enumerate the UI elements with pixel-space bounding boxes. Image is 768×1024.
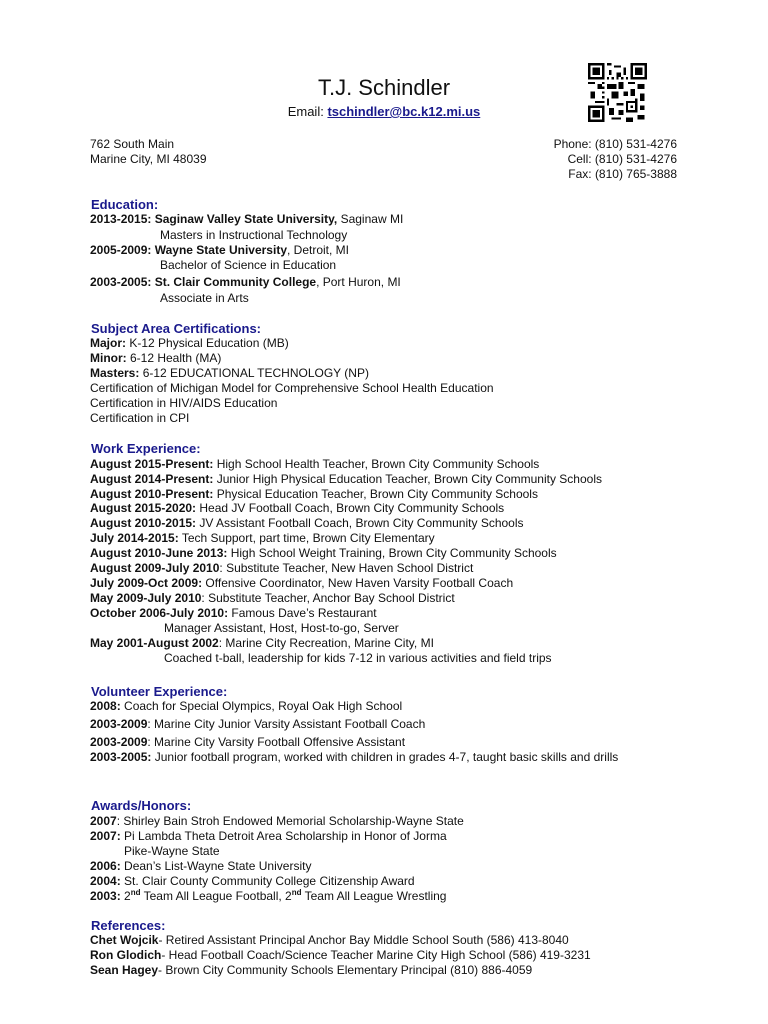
address-line-2: Marine City, MI 48039 — [90, 152, 207, 166]
volunteer-entry: 2003-2005: Junior football program, worked with children in grades 4-7, taught basic skills and drills — [90, 750, 619, 764]
education-heading: Education: — [91, 197, 159, 212]
education-detail: Associate in Arts — [160, 291, 249, 305]
education-entry: 2005-2009: Wayne State University, Detroit, MI — [90, 243, 350, 257]
work-detail: Coached t-ball, leadership for kids 7-12 in various activities and field trips — [164, 651, 552, 665]
award-entry: 2003: 2nd Team All League Football, 2nd Team All League Wrestling — [90, 888, 447, 903]
education-detail: Masters in Instructional Technology — [160, 228, 348, 242]
volunteer-heading: Volunteer Experience: — [91, 684, 228, 699]
award-entry: 2006: Dean’s List-Wayne State University — [90, 859, 312, 873]
cert-item: Certification of Michigan Model for Comprehensive School Health Education — [90, 381, 494, 395]
award-entry: 2007: Shirley Bain Stroh Endowed Memorial Scholarship-Wayne State — [90, 814, 464, 828]
work-entry: August 2009-July 2010: Substitute Teacher, New Haven School District — [90, 561, 474, 575]
work-entry: August 2010-2015: JV Assistant Football Coach, Brown City Community Schools — [90, 516, 524, 530]
reference-entry: Chet Wojcik- Retired Assistant Principal Anchor Bay Middle School South (586) 413-8040 — [90, 933, 569, 947]
awards-heading: Awards/Honors: — [91, 798, 192, 813]
volunteer-entry: 2003-2009: Marine City Varsity Football Offensive Assistant — [90, 735, 406, 749]
education-entry: 2013-2015: Saginaw Valley State University, Saginaw MI — [90, 212, 404, 226]
cert-item: Certification in CPI — [90, 411, 190, 425]
email-link[interactable]: tschindler@bc.k12.mi.us — [327, 104, 481, 119]
work-entry: May 2009-July 2010: Substitute Teacher, Anchor Bay School District — [90, 591, 455, 605]
reference-entry: Ron Glodich- Head Football Coach/Science Teacher Marine City High School (586) 419-3231 — [90, 948, 591, 962]
work-entry: October 2006-July 2010: Famous Dave’s Restaurant — [90, 606, 377, 620]
qr-code-icon — [588, 63, 647, 122]
work-entry: August 2014-Present: Junior High Physical Education Teacher, Brown City Community Schools — [90, 472, 602, 486]
award-entry: 2004: St. Clair County Community College Citizenship Award — [90, 874, 415, 888]
work-entry: July 2014-2015: Tech Support, part time, Brown City Elementary — [90, 531, 435, 545]
work-entry: August 2015-Present: High School Health Teacher, Brown City Community Schools — [90, 457, 540, 471]
volunteer-entry: 2008: Coach for Special Olympics, Royal Oak High School — [90, 699, 403, 713]
email-line — [0, 104, 768, 119]
phone-number: Phone: (810) 531-4276 — [553, 137, 677, 151]
volunteer-entry: 2003-2009: Marine City Junior Varsity Assistant Football Coach — [90, 717, 426, 731]
work-entry: August 2010-June 2013: High School Weight Training, Brown City Community Schools — [90, 546, 557, 560]
address-line-1: 762 South Main — [90, 137, 175, 151]
cell-number: Cell: (810) 531-4276 — [567, 152, 677, 166]
education-detail: Bachelor of Science in Education — [160, 258, 337, 272]
cert-major: Major: K-12 Physical Education (MB) — [90, 336, 289, 350]
email-label: Email: — [287, 104, 328, 119]
work-detail: Manager Assistant, Host, Host-to-go, Server — [164, 621, 399, 635]
address-block — [90, 137, 207, 167]
references-heading: References: — [91, 918, 166, 933]
award-continuation: Pike-Wayne State — [124, 844, 220, 858]
cert-masters: Masters: 6-12 EDUCATIONAL TECHNOLOGY (NP) — [90, 366, 369, 380]
fax-number: Fax: (810) 765-3888 — [568, 167, 677, 181]
reference-entry: Sean Hagey- Brown City Community Schools Elementary Principal (810) 886-4059 — [90, 963, 533, 977]
certifications-heading: Subject Area Certifications: — [91, 321, 262, 336]
cert-item: Certification in HIV/AIDS Education — [90, 396, 278, 410]
work-entry: August 2010-Present: Physical Education Teacher, Brown City Community Schools — [90, 487, 538, 501]
work-entry: May 2001-August 2002: Marine City Recreation, Marine City, MI — [90, 636, 434, 650]
resume-name: T.J. Schindler — [317, 75, 451, 100]
cert-minor: Minor: 6-12 Health (MA) — [90, 351, 222, 365]
award-entry: 2007: Pi Lambda Theta Detroit Area Scholarship in Honor of Jorma — [90, 829, 447, 843]
work-entry: August 2015-2020: Head JV Football Coach, Brown City Community Schools — [90, 501, 505, 515]
phone-block — [554, 137, 677, 182]
work-heading: Work Experience: — [91, 441, 201, 456]
work-entry: July 2009-Oct 2009: Offensive Coordinator, New Haven Varsity Football Coach — [90, 576, 514, 590]
education-entry: 2003-2005: St. Clair Community College, Port Huron, MI — [90, 275, 401, 289]
